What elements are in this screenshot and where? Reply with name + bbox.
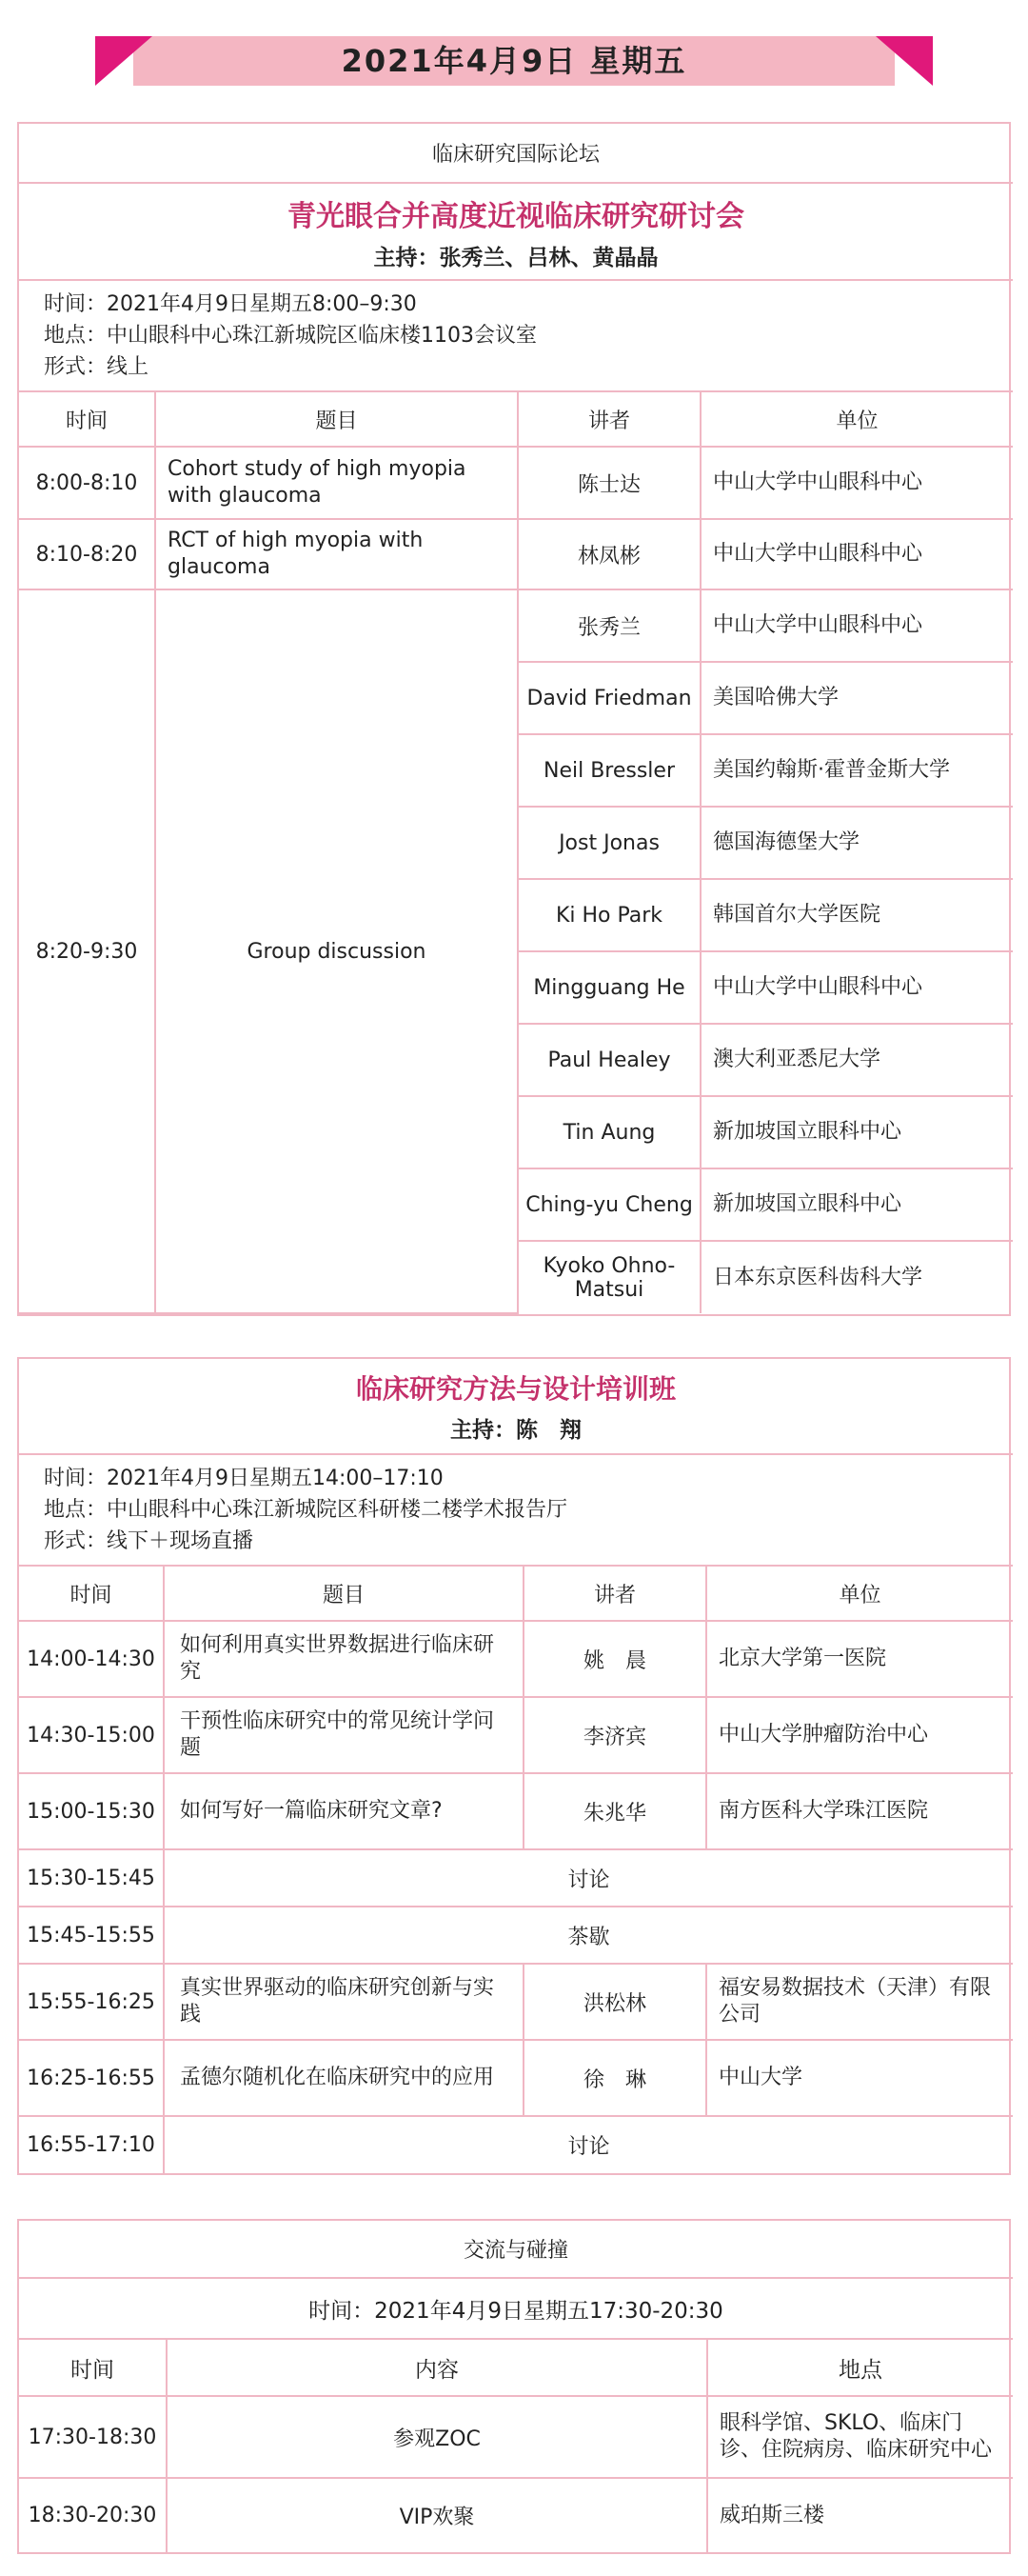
panel-speaker: Jost Jonas	[518, 807, 701, 879]
training-title: 临床研究方法与设计培训班	[356, 1373, 677, 1405]
forum-info-format: 形式：线上	[44, 355, 149, 379]
training-row-topic: 干预性临床研究中的常见统计学问题	[164, 1697, 524, 1773]
exchange-title: 交流与碰撞	[19, 2221, 1013, 2278]
exchange-row	[19, 2478, 1013, 2552]
training-row-unit: 中山大学肿瘤防治中心	[706, 1697, 1013, 1773]
panel-speaker: 张秀兰	[518, 589, 701, 662]
training-row-unit: 北京大学第一医院	[706, 1621, 1013, 1697]
panel-unit: 中山大学中山眼科中心	[701, 589, 1013, 662]
training-row-time: 14:00-14:30	[19, 1621, 164, 1697]
training-row-time: 15:55-16:25	[19, 1964, 164, 2040]
exchange-table	[19, 2221, 1013, 2552]
training-header-unit: 单位	[706, 1566, 1013, 1621]
exchange-header-content: 内容	[167, 2339, 707, 2396]
training-row-span: 讨论	[164, 1849, 1013, 1907]
forum-row-topic: Cohort study of high myopia with glaucoma	[155, 447, 518, 519]
forum-subtitle: 青光眼合并高度近视临床研究研讨会	[287, 199, 744, 233]
exchange-row-content: 参观ZOC	[167, 2396, 707, 2478]
panel-unit: 澳大利亚悉尼大学	[701, 1024, 1013, 1096]
forum-row-time: 8:00-8:10	[19, 447, 155, 519]
panel-unit: 韩国首尔大学医院	[701, 879, 1013, 951]
training-header-speaker: 讲者	[524, 1566, 706, 1621]
training-header-time: 时间	[19, 1566, 164, 1621]
forum-header-unit: 单位	[701, 391, 1013, 447]
forum-row	[19, 447, 1013, 519]
panel-speaker: Paul Healey	[518, 1024, 701, 1096]
panel-unit: 美国哈佛大学	[701, 662, 1013, 734]
training-row	[19, 1773, 1013, 1849]
panel-speaker: Kyoko Ohno-Matsui	[518, 1241, 701, 1313]
training-row-topic: 孟德尔随机化在临床研究中的应用	[164, 2040, 524, 2116]
forum-row	[19, 519, 1013, 589]
training-row-time: 16:55-17:10	[19, 2116, 164, 2173]
forum-section	[17, 122, 1011, 1316]
training-row-speaker: 洪松林	[524, 1964, 706, 2040]
panel-unit: 新加坡国立眼科中心	[701, 1168, 1013, 1241]
training-row-unit: 中山大学	[706, 2040, 1013, 2116]
exchange-header-place: 地点	[707, 2339, 1013, 2396]
forum-host: 主持：张秀兰、吕林、黄晶晶	[373, 245, 659, 270]
forum-row-unit: 中山大学中山眼科中心	[701, 519, 1013, 589]
training-row-topic: 如何写好一篇临床研究文章?	[164, 1773, 524, 1849]
training-row-time: 16:25-16:55	[19, 2040, 164, 2116]
training-header-topic: 题目	[164, 1566, 524, 1621]
exchange-section	[17, 2219, 1011, 2554]
training-row	[19, 2116, 1013, 2173]
exchange-info: 时间：2021年4月9日星期五17:30-20:30	[19, 2278, 1013, 2339]
forum-table	[19, 124, 1013, 1314]
group-topic: Group discussion	[155, 589, 518, 1313]
training-row-time: 14:30-15:00	[19, 1697, 164, 1773]
forum-header-time: 时间	[19, 391, 155, 447]
training-info-time: 时间：2021年4月9日星期五14:00–17:10	[44, 1467, 444, 1490]
training-row	[19, 2040, 1013, 2116]
training-row-topic: 如何利用真实世界数据进行临床研究	[164, 1621, 524, 1697]
panel-speaker: Ki Ho Park	[518, 879, 701, 951]
forum-row-topic: RCT of high myopia with glaucoma	[155, 519, 518, 589]
training-row-unit: 福安易数据技术（天津）有限公司	[706, 1964, 1013, 2040]
training-table	[19, 1359, 1013, 2173]
forum-info-place: 地点：中山眼科中心珠江新城院区临床楼1103会议室	[44, 324, 537, 348]
training-row-span: 讨论	[164, 2116, 1013, 2173]
exchange-row-place: 眼科学馆、SKLO、临床门诊、住院病房、临床研究中心	[707, 2396, 1013, 2478]
training-row	[19, 1697, 1013, 1773]
training-row	[19, 1849, 1013, 1907]
training-host: 主持：陈 翔	[450, 1418, 582, 1443]
training-row-speaker: 姚 晨	[524, 1621, 706, 1697]
date-banner	[95, 36, 933, 86]
exchange-row	[19, 2396, 1013, 2478]
forum-header-topic: 题目	[155, 391, 518, 447]
training-row	[19, 1907, 1013, 1964]
forum-row-time: 8:10-8:20	[19, 519, 155, 589]
panel-speaker: Tin Aung	[518, 1096, 701, 1168]
training-info-format: 形式：线下＋现场直播	[44, 1529, 254, 1553]
forum-info	[19, 280, 1013, 391]
training-section	[17, 1357, 1011, 2175]
exchange-row-place: 威珀斯三楼	[707, 2478, 1013, 2552]
exchange-header-time: 时间	[19, 2339, 167, 2396]
training-row-unit: 南方医科大学珠江医院	[706, 1773, 1013, 1849]
training-row-span: 茶歇	[164, 1907, 1013, 1964]
exchange-row-time: 17:30-18:30	[19, 2396, 167, 2478]
training-row	[19, 1964, 1013, 2040]
panel-unit: 德国海德堡大学	[701, 807, 1013, 879]
forum-row-speaker: 陈士达	[518, 447, 701, 519]
training-row-time: 15:30-15:45	[19, 1849, 164, 1907]
training-info	[19, 1454, 1013, 1566]
panel-unit: 中山大学中山眼科中心	[701, 951, 1013, 1024]
panel-unit: 日本东京医科齿科大学	[701, 1241, 1013, 1313]
panel-unit: 新加坡国立眼科中心	[701, 1096, 1013, 1168]
forum-panel-row	[19, 589, 1013, 662]
training-row-time: 15:45-15:55	[19, 1907, 164, 1964]
forum-title: 临床研究国际论坛	[19, 124, 1013, 183]
forum-row-unit: 中山大学中山眼科中心	[701, 447, 1013, 519]
training-row-speaker: 李济宾	[524, 1697, 706, 1773]
exchange-row-time: 18:30-20:30	[19, 2478, 167, 2552]
exchange-row-content: VIP欢聚	[167, 2478, 707, 2552]
training-row-time: 15:00-15:30	[19, 1773, 164, 1849]
training-row-topic: 真实世界驱动的临床研究创新与实践	[164, 1964, 524, 2040]
panel-speaker: Ching-yu Cheng	[518, 1168, 701, 1241]
forum-row-speaker: 林凤彬	[518, 519, 701, 589]
panel-speaker: Mingguang He	[518, 951, 701, 1024]
training-row-speaker: 徐 琳	[524, 2040, 706, 2116]
training-row-speaker: 朱兆华	[524, 1773, 706, 1849]
date-banner-text: 2021年4月9日 星期五	[341, 43, 687, 79]
training-info-place: 地点：中山眼科中心珠江新城院区科研楼二楼学术报告厅	[44, 1498, 568, 1522]
group-time: 8:20-9:30	[19, 589, 155, 1313]
forum-info-time: 时间：2021年4月9日星期五8:00–9:30	[44, 292, 417, 316]
panel-unit: 美国约翰斯·霍普金斯大学	[701, 734, 1013, 807]
panel-speaker: Neil Bressler	[518, 734, 701, 807]
training-row	[19, 1621, 1013, 1697]
panel-speaker: David Friedman	[518, 662, 701, 734]
forum-header-speaker: 讲者	[518, 391, 701, 447]
